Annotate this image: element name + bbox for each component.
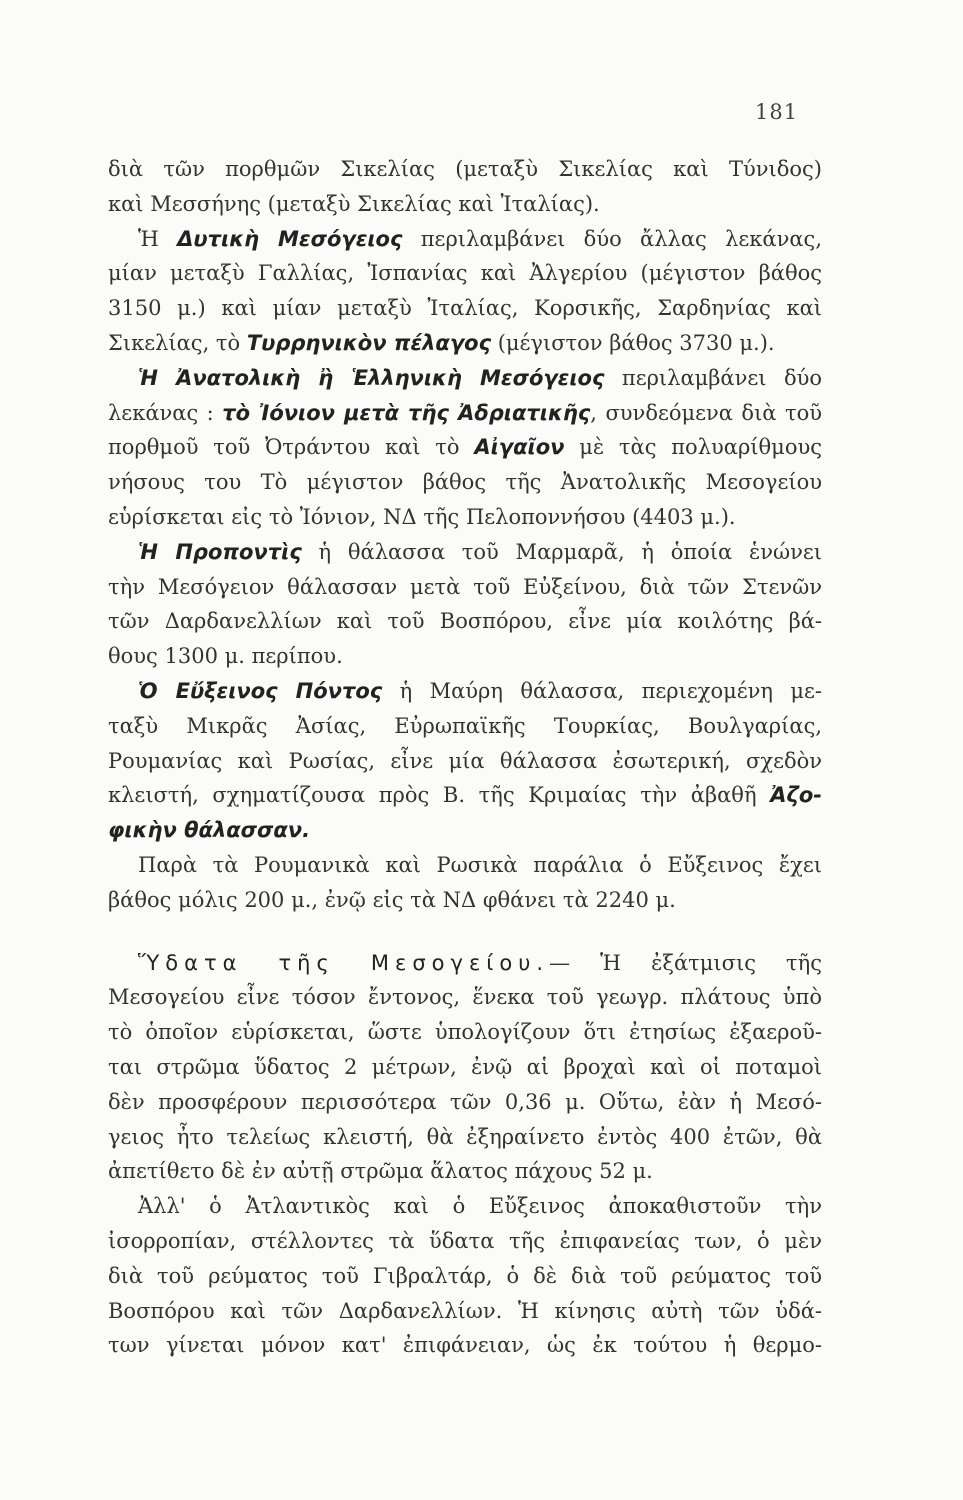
term-propontis: Ἡ Προποντὶς	[138, 539, 302, 564]
body-text	[108, 152, 822, 1363]
text-line: διὰ τῶν πορθμῶν Σικελίας (μεταξὺ Σικελίας καὶ Τύνιδος)	[108, 157, 822, 181]
term-west-mediterranean: Δυτικὴ Μεσόγειος	[177, 226, 403, 251]
text-line: κλειστή, σχηματίζουσα πρὸς Β. τῆς Κριμαίας τὴν ἀβαθῆ Ἀζο-	[108, 783, 822, 808]
text-line: ἰσορροπίαν, στέλλοντες τὰ ὕδατα τῆς ἐπιφανείας των, ὁ μὲν	[108, 1228, 822, 1253]
text-line: διὰ τοῦ ρεύματος τοῦ Γιβραλτάρ, ὁ δὲ διὰ τοῦ ρεύματος τοῦ	[108, 1263, 822, 1288]
term-azov-start: Ἀζο-	[770, 783, 822, 808]
text-line: ται στρῶμα ὕδατος 2 μέτρων, ἐνῷ αἱ βροχαὶ καὶ οἱ ποταμοὶ	[108, 1054, 822, 1079]
text-line: καὶ Μεσσήνης (μεταξὺ Σικελίας καὶ Ἰταλίας).	[108, 191, 600, 216]
term-tyrrhenian-sea: Τυρρηνικὸν πέλαγος	[246, 330, 492, 355]
term-aegean: Αἰγαῖον	[474, 435, 565, 460]
text-line: Ἡ Προποντὶς ἡ θάλασσα τοῦ Μαρμαρᾶ, ἡ ὁποία ἑνώνει	[138, 539, 822, 564]
text-line: βάθος μόλις 200 μ., ἐνῷ εἰς τὰ ΝΔ φθάνει τὰ 2240 μ.	[108, 887, 676, 912]
text-line	[108, 813, 822, 848]
text-line: τὴν Μεσόγειον θάλασσαν μετὰ τοῦ Εὐξείνου, διὰ τῶν Στενῶν	[108, 574, 822, 599]
text-line: τῶν Δαρδανελλίων καὶ τοῦ Βοσπόρου, εἶνε μία κοιλότης βά-	[108, 609, 822, 634]
term-azov-end: φικὴν θάλασσαν.	[108, 818, 311, 843]
text-line: ταξὺ Μικρᾶς Ἀσίας, Εὐρωπαϊκῆς Τουρκίας, Βουλγαρίας,	[108, 713, 822, 738]
text-line: πορθμοῦ τοῦ Ὀτράντου καὶ τὸ Αἰγαῖον μὲ τὰς πολυαρίθμους	[108, 435, 822, 460]
text-line: δὲν προσφέρουν περισσότερα τῶν 0,36 μ. Οὕτω, ἐὰν ἡ Μεσό-	[108, 1089, 822, 1114]
text-line: 3150 μ.) καὶ μίαν μεταξὺ Ἰταλίας, Κορσικῆς, Σαρδηνίας καὶ	[108, 296, 822, 321]
text-line: Ρουμανίας καὶ Ρωσίας, εἶνε μία θάλασσα ἐσωτερική, σχεδὸν	[108, 748, 822, 773]
text-line: των γίνεται μόνον κατ' ἐπιφάνειαν, ὡς ἐκ τούτου ἡ θερμο-	[108, 1333, 822, 1358]
text-line: θους 1300 μ. περίπου.	[108, 644, 343, 669]
text-line: γειος ἦτο τελείως κλειστή, θὰ ἐξηραίνετο ἐντὸς 400 ἐτῶν, θὰ	[108, 1124, 822, 1149]
text-line: Βοσπόρου καὶ τῶν Δαρδανελλίων. Ἡ κίνησις αὐτὴ τῶν ὑδά-	[108, 1298, 822, 1323]
term-east-mediterranean: Ἡ Ἀνατολικὴ ἢ Ἑλληνικὴ Μεσόγειος	[138, 365, 605, 390]
section-heading-line: Ὕδατα τῆς Μεσογείου.— Ἡ ἐξάτμισις τῆς	[138, 950, 823, 975]
page-number: 181	[755, 100, 799, 124]
text-line: Ἀλλ' ὁ Ἀτλαντικὸς καὶ ὁ Εὔξεινος ἀποκαθιστοῦν τὴν	[138, 1194, 822, 1219]
text-line: Ὁ Εὔξεινος Πόντος ἡ Μαύρη θάλασσα, περιεχομένη με-	[138, 678, 822, 703]
term-ionian-adriatic: τὸ Ἰόνιον μετὰ τῆς Ἀδριατικῆς	[222, 400, 591, 425]
text-line: Παρὰ τὰ Ρουμανικὰ καὶ Ρωσικὰ παράλια ὁ Εὔξεινος ἔχει	[138, 852, 822, 877]
term-euxine-pontus: Ὁ Εὔξεινος Πόντος	[138, 678, 383, 703]
section-heading: Ὕδατα τῆς Μεσογείου.	[138, 950, 550, 975]
text-line: μίαν μεταξὺ Γαλλίας, Ἰσπανίας καὶ Ἀλγερίου (μέγιστον βάθος	[108, 261, 822, 286]
text-line: τὸ ὁποῖον εὑρίσκεται, ὥστε ὑπολογίζουν ὅτι ἐτησίως ἐξαεροῦ-	[108, 1020, 822, 1045]
text-line: Μεσογείου εἶνε τόσον ἔντονος, ἕνεκα τοῦ γεωγρ. πλάτους ὑπὸ	[108, 985, 822, 1010]
text-line: Ἡ Δυτικὴ Μεσόγειος περιλαμβάνει δύο ἄλλας λεκάνας,	[138, 226, 822, 251]
text-line: Σικελίας, τὸ Τυρρηνικὸν πέλαγος (μέγιστον βάθος 3730 μ.).	[108, 330, 775, 355]
text-line: λεκάνας : τὸ Ἰόνιον μετὰ τῆς Ἀδριατικῆς, συνδεόμενα διὰ τοῦ	[108, 400, 822, 425]
text-line: ἀπετίθετο δὲ ἐν αὐτῇ στρῶμα ἅλατος πάχους 52 μ.	[108, 1159, 653, 1184]
text-line: εὑρίσκεται εἰς τὸ Ἰόνιον, ΝΔ τῆς Πελοποννήσου (4403 μ.).	[108, 504, 736, 529]
text-line: νήσους του Τὸ μέγιστον βάθος τῆς Ἀνατολικῆς Μεσογείου	[108, 470, 822, 495]
text-line: Ἡ Ἀνατολικὴ ἢ Ἑλληνικὴ Μεσόγειος περιλαμβάνει δύο	[138, 365, 822, 390]
